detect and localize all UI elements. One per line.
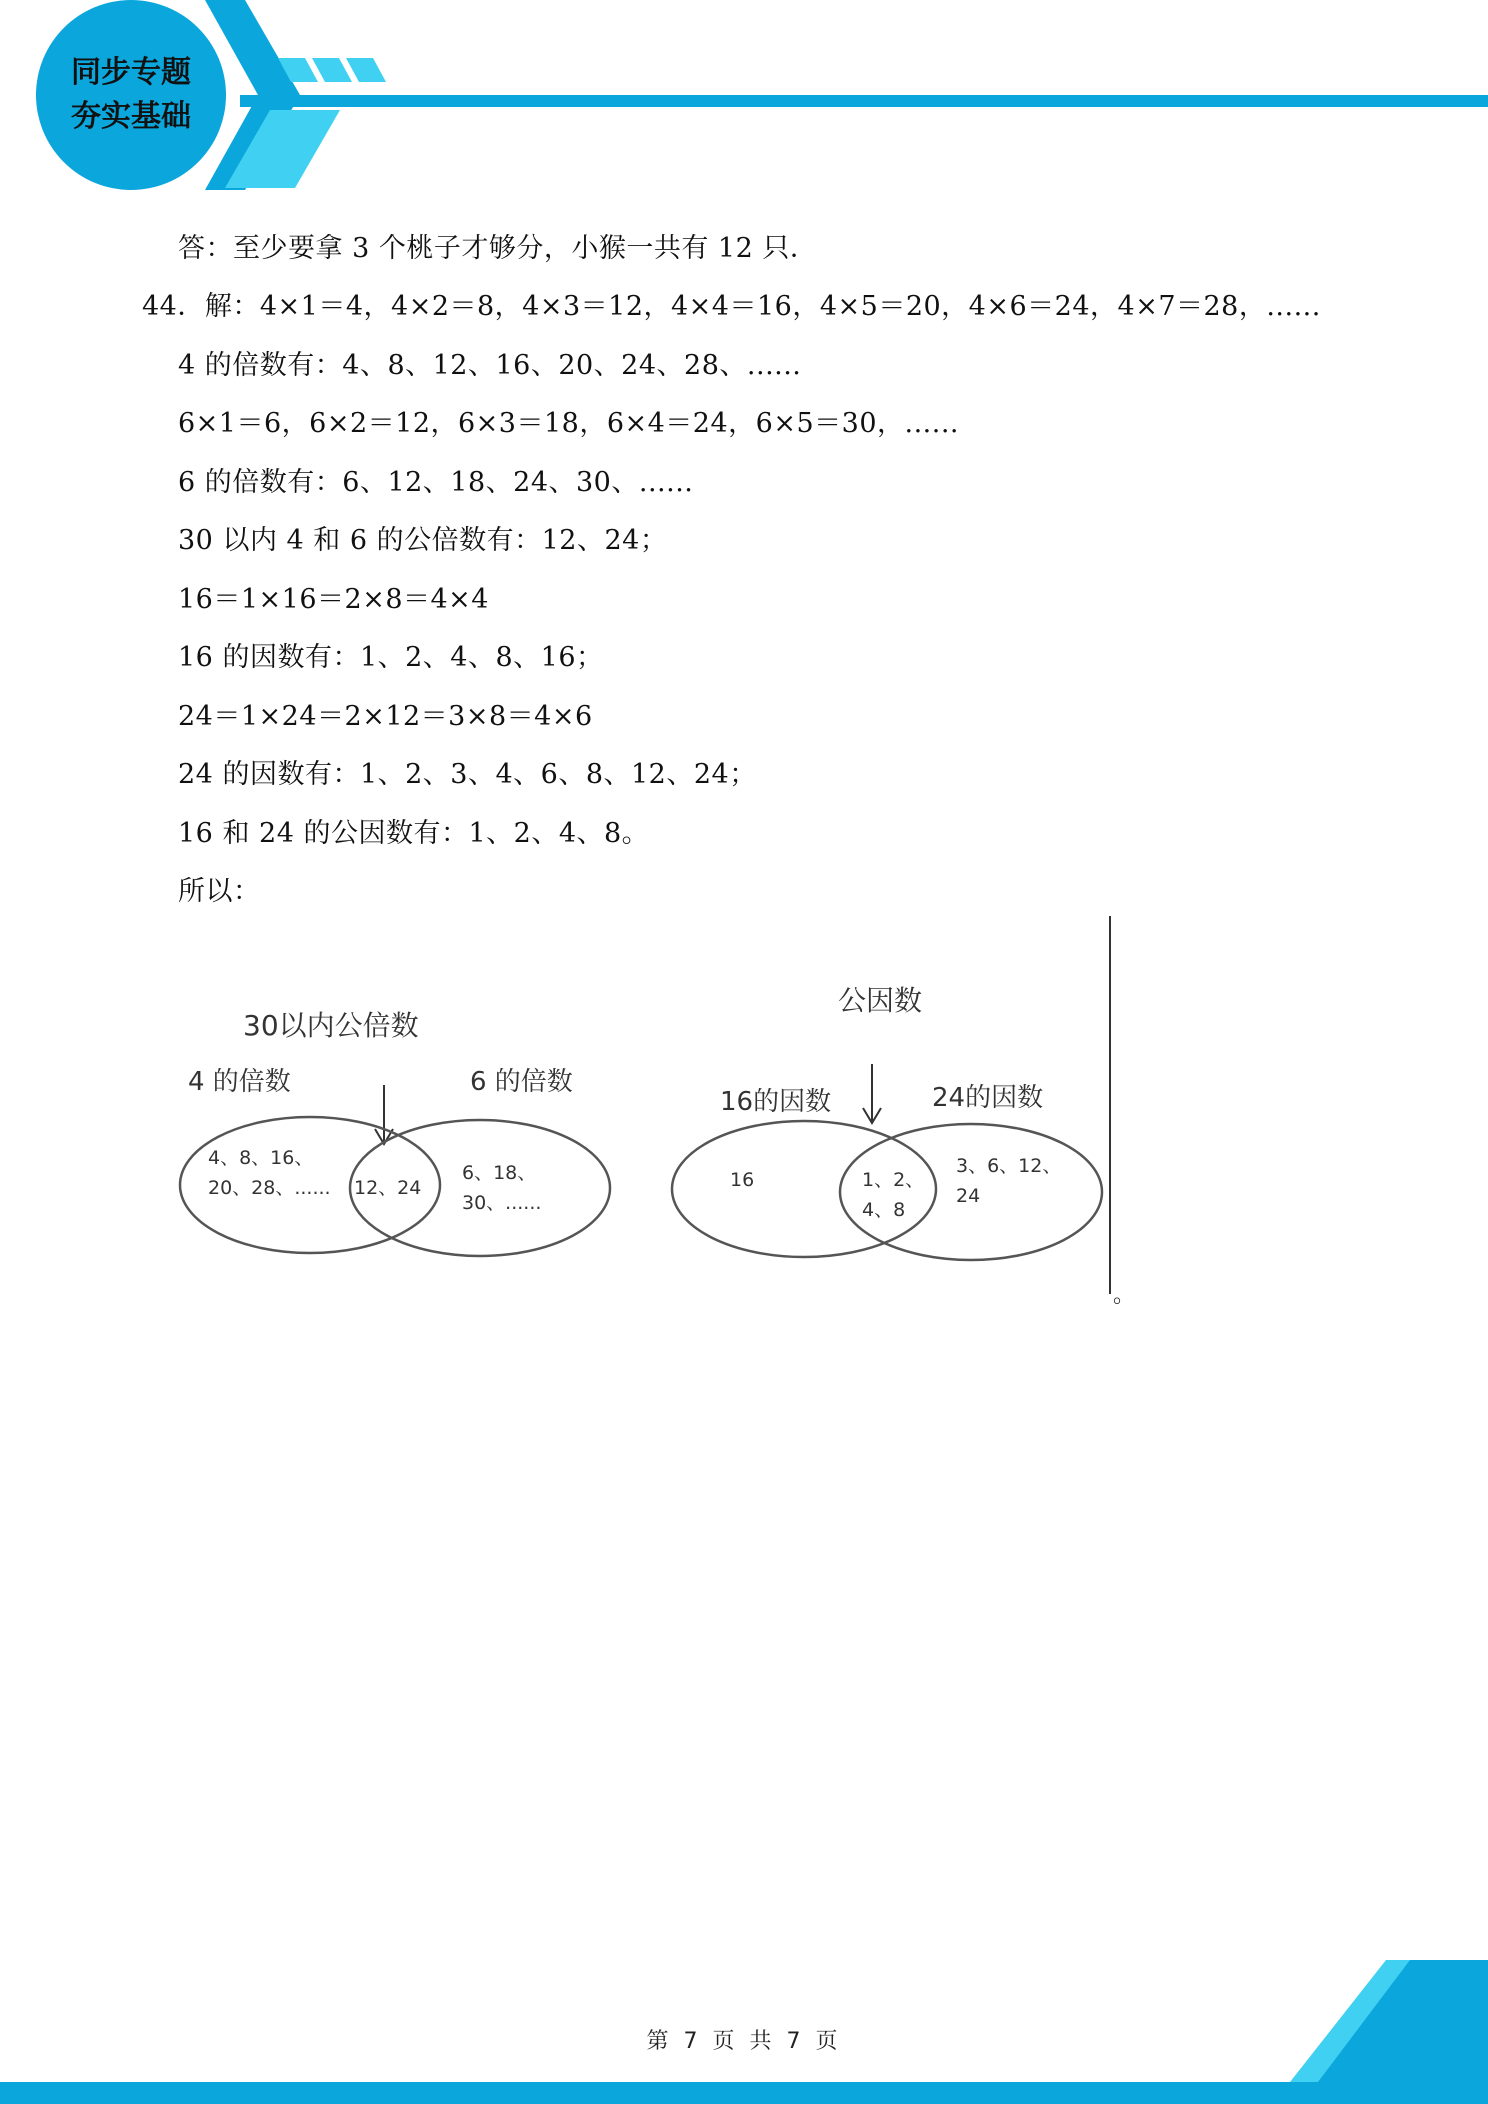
venn-multiples-right-label: 6 的倍数 [470,1067,573,1097]
factors-of-16-line: 16 的因数有：1、2、4、8、16； [178,642,604,673]
badge-line-2: 夯实基础 [71,99,191,134]
trailing-period: 。 [1113,1283,1136,1308]
venn-multiples-left-values-1: 4、8、16、 [208,1147,314,1169]
venn-factors-right-label: 24的因数 [932,1083,1044,1113]
venn-factors-center-values-1: 1、2、 [862,1169,925,1191]
venn-factors-right-values-1: 3、6、12、 [956,1155,1062,1177]
factor-24-equation-line: 24＝1×24＝2×12＝3×8＝4×6 [178,701,593,732]
multiples-of-4-line: 4 的倍数有：4、8、12、16、20、24、28、...... [178,350,802,381]
venn-multiples-right-values-1: 6、18、 [462,1162,537,1184]
page-header [0,0,1488,200]
venn-factors [672,984,1102,1260]
venn-factors-left-value: 16 [730,1169,755,1191]
factors-of-24-line: 24 的因数有：1、2、3、4、6、8、12、24； [178,759,757,790]
common-multiples-line: 30 以内 4 和 6 的公倍数有：12、24； [178,525,668,556]
venn-multiples-right-values-2: 30、...... [462,1192,542,1214]
venn-multiples-left-label: 4 的倍数 [188,1067,291,1097]
venn-diagrams [170,910,1130,1300]
answer-line: 答：至少要拿 3 个桃子才够分，小猴一共有 12 只． [178,233,818,264]
venn-multiples-left-values-2: 20、28、...... [208,1177,331,1199]
header-bar [240,95,1488,107]
multiples-of-6-line: 6 的倍数有：6、12、18、24、30、...... [178,467,694,498]
venn-factors-title: 公因数 [838,984,923,1017]
badge-line-1: 同步专题 [71,55,191,90]
header-stripe-2 [312,58,352,82]
venn-factors-right-values-2: 24 [956,1185,981,1207]
venn-multiples-center-values: 12、24 [354,1177,422,1199]
venn-multiples [180,1009,610,1256]
footer-bar [0,2082,1488,2104]
problem-44-line: 44．解：4×1＝4，4×2＝8，4×3＝12，4×4＝16，4×5＝20，4×6＝24，4×7＝28，...... [142,291,1321,322]
header-stripe-3 [346,58,386,82]
therefore-line: 所以： [178,876,261,907]
venn-factors-left-label: 16的因数 [720,1087,832,1117]
venn-multiples-title: 30以内公倍数 [243,1009,419,1042]
common-factors-line: 16 和 24 的公因数有：1、2、4、8。 [178,818,650,849]
page-number: 第 7 页 共 7 页 [646,2029,842,2054]
factor-16-equation-line: 16＝1×16＝2×8＝4×4 [178,584,489,615]
six-products-line: 6×1＝6，6×2＝12，6×3＝18，6×4＝24，6×5＝30，...... [178,408,959,439]
venn-factors-center-values-2: 4、8 [862,1199,906,1221]
header-badge [36,0,226,190]
